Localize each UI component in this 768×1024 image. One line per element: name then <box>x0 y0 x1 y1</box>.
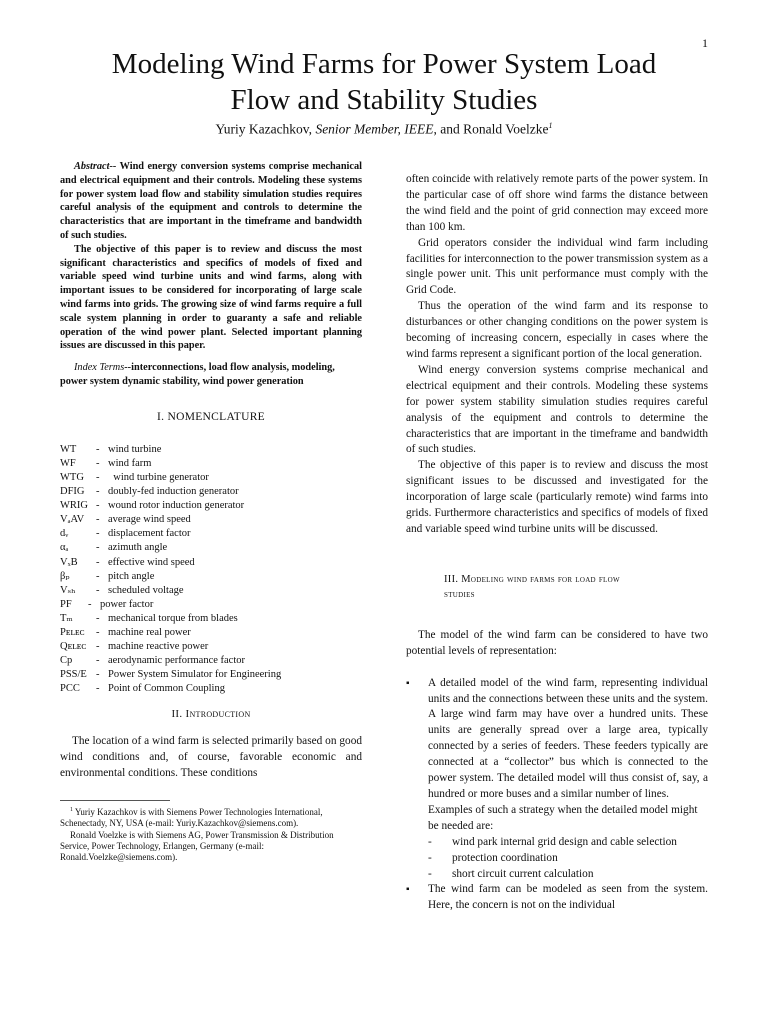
bullet-item-1-text: A detailed model of the wind farm, representing individual units and the connections between these units and the system. A large wind farm may have over a hundred units. These units are generally spread over a large area, typically connected by a series of feeders. These feeders typically are connected at a “collector” bus which is connected to the power system. The detailed model will thus consist of, say, a hundred or more buses and a similar number of lines. <box>428 676 708 800</box>
nomenclature-dash: - <box>96 556 100 568</box>
nomenclature-def: wind turbine <box>108 443 162 455</box>
nomenclature-dash: - <box>96 570 100 582</box>
footnote-rule <box>60 800 170 801</box>
nomenclature-def: aerodynamic performance factor <box>108 655 246 667</box>
abstract-paragraph-1 <box>60 160 362 243</box>
nomenclature-dash: - <box>96 683 100 695</box>
square-bullet-icon: ▪ <box>406 884 410 896</box>
right-paragraph-6: The model of the wind farm can be considered to have two potential levels of representation: <box>406 628 708 657</box>
square-bullet-icon: ▪ <box>406 677 410 689</box>
nomenclature-item <box>60 527 362 541</box>
nomenclature-abbr: Vₛₕ <box>60 584 76 596</box>
nomenclature-def: doubly-fed induction generator <box>108 486 239 498</box>
nomenclature-item <box>60 513 362 527</box>
abstract-text-1: Wind energy conversion systems comprise mechanical and electrical equipment and their controls. Modeling these systems for power system load flow and stability simulation studies requires careful analysis of the equipment and controls to determine the characteristics that are important in the timeframe and bandwidth of such studies. <box>60 161 362 241</box>
index-terms-text: --interconnections, load flow analysis, modeling, power system dynamic stability, wind power generation <box>60 362 335 387</box>
nomenclature-def: power factor <box>100 598 154 610</box>
sub-list-item <box>428 835 708 851</box>
nomenclature-dash: - <box>96 612 100 624</box>
right-paragraph-3: Thus the operation of the wind farm and its response to disturbances or other changing conditions on the power system is becoming of increasing concern, especially in cases where the wind farms represent a significant portion of the local generation. <box>406 300 708 360</box>
nomenclature-abbr: dᵥ <box>60 528 69 540</box>
bullet-item-1 <box>406 676 708 883</box>
footnote-1-text: Yuriy Kazachkov is with Siemens Power Technologies International, Schenectady, NY, USA (e-mail: Yuriy.Kazachkov@siemens.com). <box>60 807 323 829</box>
nomenclature-dash: - <box>96 486 100 498</box>
nomenclature-def: Power System Simulator for Engineering <box>108 669 282 681</box>
nomenclature-item <box>60 556 362 570</box>
nomenclature-def: wind farm <box>108 457 152 469</box>
sub-list-item <box>428 851 708 867</box>
nomenclature-def: Point of Common Coupling <box>108 683 225 695</box>
paper-title <box>40 46 728 118</box>
nomenclature-abbr: βₚ <box>60 570 70 582</box>
section-3-heading-line-1: III. Modeling wind farms for load flow <box>444 573 620 585</box>
right-paragraph-5: The objective of this paper is to review and discuss the most significant issues to be discussed and investigated for the incorporation of large scale (particularly remote) wind farms into grids. Furthermore characteristics and specifics of models of fixed and variable speed wind turbine units will be discussed. <box>406 459 708 535</box>
nomenclature-item <box>60 598 362 612</box>
bullet-item-1-continuation: Examples of such a strategy when the detailed model might be needed are: <box>428 803 698 832</box>
nomenclature-dash: - <box>96 626 100 638</box>
page-number: 1 <box>702 36 708 50</box>
nomenclature-def: scheduled voltage <box>108 584 184 596</box>
author-connector: , and Ronald Voelzke <box>433 121 549 137</box>
nomenclature-abbr: DFIG <box>60 486 85 498</box>
author-footnote-mark: 1 <box>548 121 553 130</box>
nomenclature-item <box>60 443 362 457</box>
nomenclature-item <box>60 570 362 584</box>
right-column <box>406 172 708 914</box>
nomenclature-item <box>60 471 362 485</box>
section-3-heading-line-2: studies <box>444 588 475 600</box>
nomenclature-dash: - <box>96 471 100 483</box>
footnote-1 <box>60 805 362 830</box>
nomenclature-def: pitch angle <box>108 570 155 582</box>
nomenclature-abbr: αₐ <box>60 542 69 554</box>
index-terms-label: Index Terms <box>74 362 125 374</box>
introduction-paragraph: The location of a wind farm is selected primarily based on good wind conditions and, of course, favorable economic and environmental conditions. These conditions <box>60 735 362 780</box>
section-3-heading <box>406 572 708 602</box>
nomenclature-item <box>60 499 362 513</box>
author-line <box>40 121 728 138</box>
nomenclature-item <box>60 640 362 654</box>
left-column <box>60 160 362 864</box>
sub-list-item-text: protection coordination <box>452 851 558 864</box>
title-line-1: Modeling Wind Farms for Power System Load <box>111 48 657 80</box>
nomenclature-abbr: WT <box>60 443 77 455</box>
introduction-heading: II. Introduction <box>171 708 251 721</box>
nomenclature-abbr: VₓB <box>60 556 78 568</box>
nomenclature-item <box>60 626 362 640</box>
author-1: Yuriy Kazachkov, <box>215 121 316 137</box>
nomenclature-dash: - <box>96 500 100 512</box>
nomenclature-abbr: PF <box>60 598 72 610</box>
dash-marker: - <box>428 851 432 864</box>
nomenclature-def: wound rotor induction generator <box>108 500 245 512</box>
nomenclature-dash: - <box>96 669 100 681</box>
nomenclature-item <box>60 612 362 626</box>
nomenclature-def: machine real power <box>108 626 191 638</box>
nomenclature-abbr: PCC <box>60 683 80 695</box>
right-paragraph-4: Wind energy conversion systems comprise mechanical and electrical equipment and their controls. Modeling these systems for power system stability simulation studies requires careful analysis of the equipment and controls to determine the characteristics that are important in the timeframe and bandwidth of such studies. <box>406 363 708 456</box>
nomenclature-abbr: WF <box>60 457 76 469</box>
nomenclature-abbr: Cp <box>60 655 73 667</box>
footnotes <box>60 800 362 863</box>
nomenclature-def: azimuth angle <box>108 542 168 554</box>
nomenclature-dash: - <box>96 528 100 540</box>
right-paragraph-2: Grid operators consider the individual wind farm including facilities for interconnection to the power transmission system as a single power unit. This unit performance must comply with the Grid Code. <box>406 236 708 297</box>
nomenclature-dash: - <box>96 584 100 596</box>
sub-list-item <box>428 867 708 883</box>
right-paragraph-1: often coincide with relatively remote parts of the power system. In the particular case of off shore wind farms the distance between the wind field and the point of grid connection may exceed more than 100 km. <box>406 173 708 233</box>
nomenclature-abbr: Qᴇʟᴇᴄ <box>60 641 87 653</box>
nomenclature-item <box>60 584 362 598</box>
nomenclature-def: displacement factor <box>108 528 191 540</box>
nomenclature-abbr: VₐAV <box>60 514 85 526</box>
nomenclature-dash: - <box>88 598 92 610</box>
nomenclature-item <box>60 668 362 682</box>
nomenclature-dash: - <box>96 655 100 667</box>
bullet-item-2-text: The wind farm can be modeled as seen from the system. Here, the concern is not on the individual <box>428 883 708 912</box>
dash-marker: - <box>428 835 432 848</box>
author-1-title: Senior Member, IEEE <box>315 121 434 137</box>
nomenclature-item <box>60 485 362 499</box>
nomenclature-def: wind turbine generator <box>108 471 209 483</box>
nomenclature-dash: - <box>96 514 100 526</box>
nomenclature-dash: - <box>96 542 100 554</box>
nomenclature-def: effective wind speed <box>108 556 195 568</box>
nomenclature-item <box>60 682 362 696</box>
title-line-2: Flow and Stability Studies <box>230 84 538 116</box>
nomenclature-item <box>60 541 362 555</box>
nomenclature-dash: - <box>96 457 100 469</box>
dash-marker: - <box>428 867 432 880</box>
nomenclature-def: average wind speed <box>108 514 191 526</box>
footnote-2: Ronald Voelzke is with Siemens AG, Power Transmission & Distribution Service, Power Technology, Erlangen, Germany (e-mail: Ronald.Voelzke@siemens.com). <box>60 829 334 863</box>
nomenclature-dash: - <box>96 641 100 653</box>
footnote-1-mark: 1 <box>70 807 73 814</box>
index-terms <box>60 361 362 389</box>
abstract-label: Abstract-- <box>74 161 117 172</box>
nomenclature-abbr: Pᴇʟᴇᴄ <box>60 626 85 638</box>
sub-list-item-text: wind park internal grid design and cable selection <box>452 835 677 848</box>
bullet-item-1-body <box>428 676 708 883</box>
nomenclature-abbr: WRIG <box>60 500 88 512</box>
nomenclature-item <box>60 457 362 471</box>
nomenclature-list <box>60 443 362 697</box>
nomenclature-abbr: PSS/E <box>60 669 87 681</box>
nomenclature-item <box>60 654 362 668</box>
nomenclature-heading: I. NOMENCLATURE <box>157 410 265 423</box>
nomenclature-abbr: Tₘ <box>60 612 73 624</box>
bullet-item-2-body <box>428 882 708 914</box>
abstract-paragraph-2: The objective of this paper is to review and discuss the most significant characteristics and specifics of models of fixed and variable speed wind turbine units and wind farms, along with important issues to be considered for incorporating of large scale wind farms into grids. The growing size of wind farms require a full scale system planning in order to guaranty a safe and reliable operation of the wind power plant. Selected important planning issues are discussed in this paper. <box>60 243 362 352</box>
nomenclature-abbr: WTG <box>60 471 84 483</box>
nomenclature-dash: - <box>96 443 100 455</box>
sub-list-item-text: short circuit current calculation <box>452 867 594 880</box>
nomenclature-def: machine reactive power <box>108 641 209 653</box>
bullet-item-2 <box>406 882 708 914</box>
nomenclature-def: mechanical torque from blades <box>108 612 238 624</box>
